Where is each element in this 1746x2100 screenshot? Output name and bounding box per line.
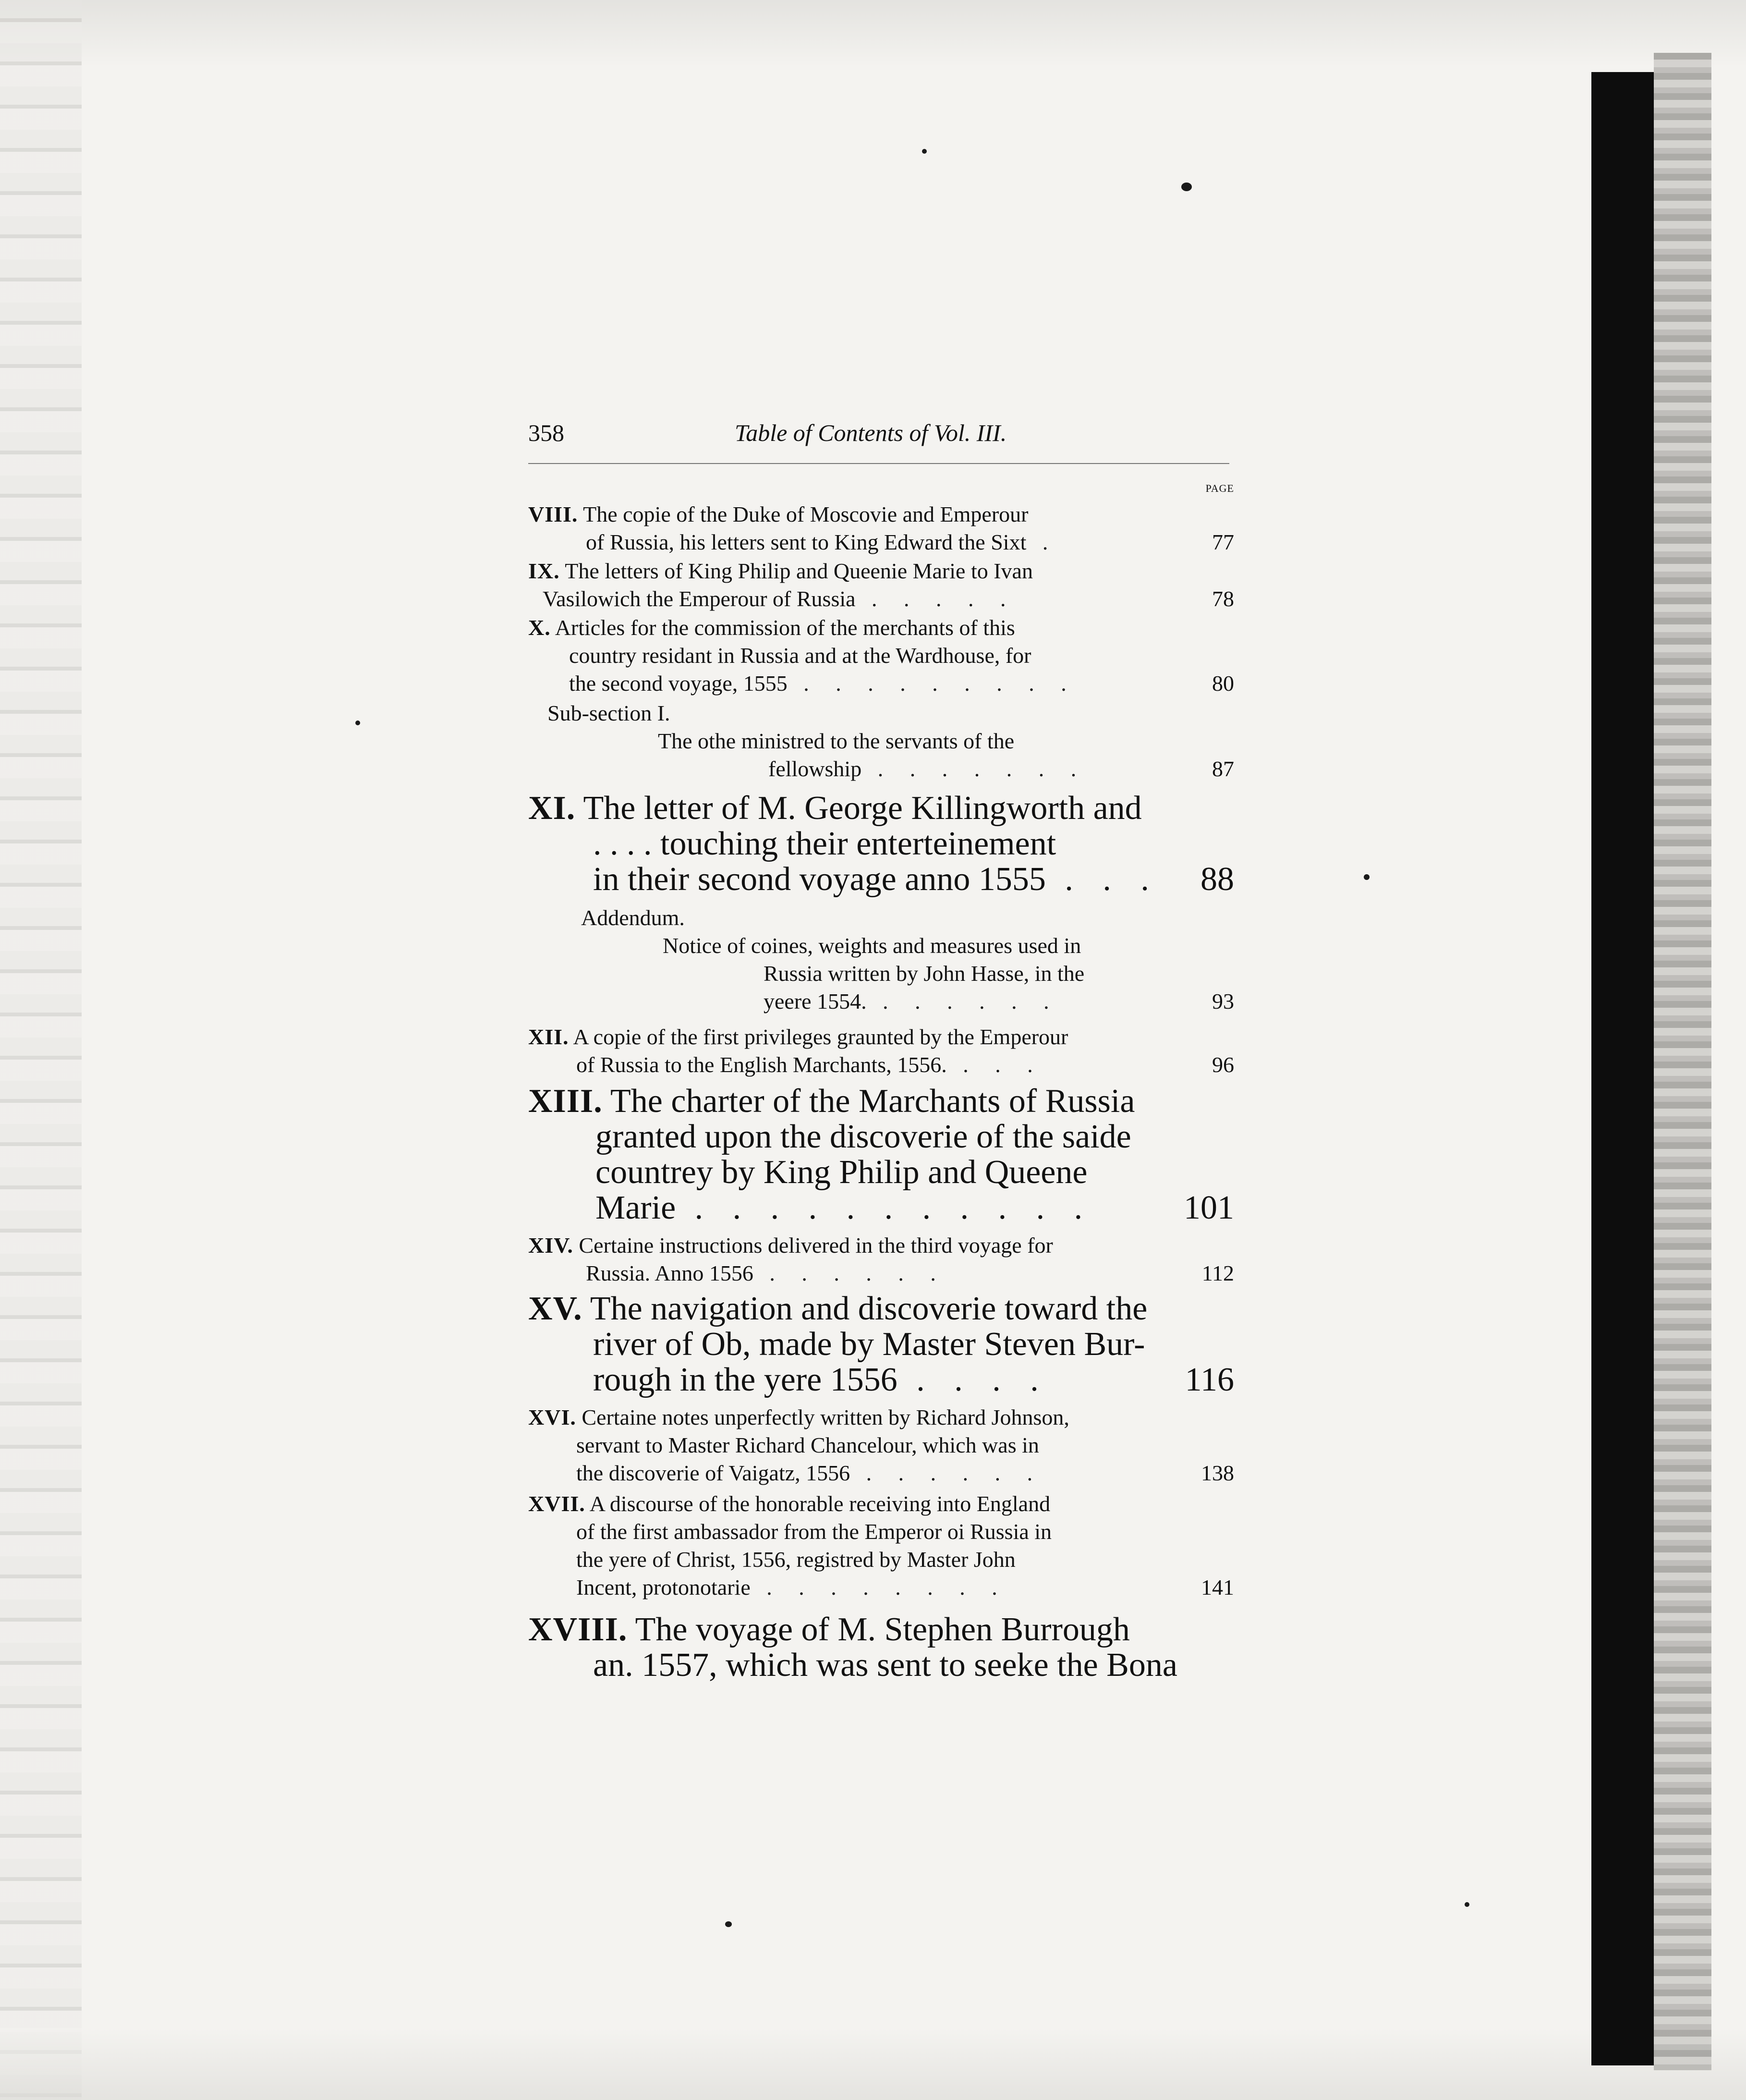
toc-entry-xii: XII. A copie of the first privileges graunted by the Emperour of Russia to the English Marchants, 1556. . . . 96	[528, 1025, 1234, 1077]
toc-entry-xvii: XVII. A discourse of the honorable receiving into England of the first ambassador from the Emperor oi Russia in the yere of Christ, 1556, registred by Master John Incent, protonotarie . . . . . . . . 141	[528, 1491, 1234, 1599]
entry-line: of Russia, his letters sent to King Edward the Sixt	[586, 530, 1027, 554]
toc-entry-xi: XI. The letter of M. George Killingworth and . . . . touching their enterteinement in their second voyage anno 1555 . . . 88	[528, 790, 1234, 898]
entry-numeral: IX.	[528, 559, 560, 583]
addendum-heading: Addendum.	[581, 905, 685, 930]
scan-bottom-edge	[0, 2028, 1746, 2100]
entry-line: The charter of the Marchants of Russia	[610, 1083, 1135, 1120]
entry-numeral: XII.	[528, 1025, 569, 1049]
entry-numeral: VIII.	[528, 502, 578, 526]
binding-shadow-bar	[1591, 72, 1654, 2065]
scan-speck	[725, 1921, 732, 1927]
entry-line: fellowship	[768, 757, 862, 781]
entry-line: the discoverie of Vaigatz, 1556	[576, 1461, 850, 1485]
header-rule	[528, 463, 1229, 464]
scan-speck	[1465, 1902, 1469, 1907]
page-number: 358	[528, 419, 564, 446]
entry-line: Russia. Anno 1556	[586, 1261, 753, 1285]
entry-numeral: XVI.	[528, 1405, 576, 1429]
entry-line: granted upon the discoverie of the saide	[595, 1118, 1131, 1155]
entry-page: 141	[1201, 1575, 1234, 1599]
entry-line: The letter of M. George Killingworth and	[583, 790, 1142, 827]
toc-entry-xiv: XIV. Certaine instructions delivered in the third voyage for Russia. Anno 1556 . . . . . . 112	[528, 1233, 1234, 1285]
entry-line: country residant in Russia and at the Wardhouse, for	[569, 643, 1031, 668]
entry-numeral: XVIII.	[528, 1611, 628, 1648]
entry-line: The navigation and discoverie toward the	[590, 1290, 1148, 1327]
entry-line: A copie of the first privileges graunted by the Emperour	[573, 1025, 1068, 1049]
page-column-label: PAGE	[1205, 482, 1234, 494]
entry-line: Incent, protonotarie	[576, 1575, 751, 1599]
scan-speck	[922, 149, 927, 154]
entry-page: 112	[1201, 1261, 1234, 1285]
entry-line: The voyage of M. Stephen Burrough	[635, 1611, 1130, 1648]
entry-numeral: XIII.	[528, 1083, 603, 1120]
toc-entry-xviii	[528, 1613, 1234, 1684]
entry-numeral: XIV.	[528, 1233, 573, 1258]
binding-fringe	[1654, 53, 1711, 2070]
toc-addendum: Addendum. Notice of coines, weights and measures used in Russia written by John Hasse, in the yeere 1554. . . . . . . 93	[581, 905, 1234, 1013]
entry-page: 101	[1184, 1189, 1234, 1226]
scan-speck	[355, 720, 360, 725]
entry-line: river of Ob, made by Master Steven Bur-	[593, 1326, 1145, 1363]
entry-line: Articles for the commission of the merchants of this	[555, 615, 1015, 640]
scan-top-edge	[0, 0, 1746, 67]
entry-line: Marie	[595, 1189, 676, 1226]
scan-speck	[1364, 874, 1370, 880]
toc-entry-ix: IX. The letters of King Philip and Queenie Marie to Ivan Vasilowich the Emperour of Russia . . . . . 78	[528, 559, 1234, 611]
subsection-heading: Sub-section I.	[547, 701, 670, 725]
toc-subsection-i: Sub-section I. The othe ministred to the servants of the fellowship . . . . . . . 87	[547, 701, 1234, 781]
entry-line: in their second voyage anno 1555	[593, 861, 1046, 898]
entry-page: 87	[1212, 757, 1234, 781]
entry-page: 78	[1212, 586, 1234, 611]
entry-line: The othe ministred to the servants of the	[658, 729, 1015, 753]
entry-line: The copie of the Duke of Moscovie and Emperour	[583, 502, 1029, 526]
entry-page: 93	[1212, 989, 1234, 1013]
entry-line: The letters of King Philip and Queenie Marie to Ivan	[565, 559, 1033, 583]
entry-numeral: XVII.	[528, 1491, 585, 1516]
entry-page: 138	[1201, 1461, 1234, 1485]
running-title: Table of Contents of Vol. III.	[735, 419, 1007, 446]
entry-line: Vasilowich the Emperour of Russia	[543, 586, 856, 611]
entry-line: the yere of Christ, 1556, registred by Master John	[576, 1547, 1016, 1572]
running-header	[528, 419, 1229, 457]
toc-entry-xvi: XVI. Certaine notes unperfectly written by Richard Johnson, servant to Master Richard Chancelour, which was in the discoverie of Vaigatz, 1556 . . . . . . 138	[528, 1405, 1234, 1485]
entry-line: Certaine notes unperfectly written by Richard Johnson,	[582, 1405, 1069, 1429]
entry-line: rough in the yere 1556	[593, 1361, 897, 1398]
entry-line: yeere 1554.	[764, 989, 867, 1013]
entry-line: Certaine instructions delivered in the third voyage for	[579, 1233, 1053, 1258]
entry-numeral: X.	[528, 615, 551, 640]
entry-line: an. 1557, which was sent to seeke the Bona	[593, 1647, 1177, 1684]
entry-page: 80	[1212, 671, 1234, 696]
scan-speck	[1181, 183, 1192, 191]
toc-entry-xv: XV. The navigation and discoverie toward the river of Ob, made by Master Steven Bur- rough in the yere 1556 . . . . 116	[528, 1290, 1234, 1398]
toc-entry-xiii: XIII. The charter of the Marchants of Russia granted upon the discoverie of the saide countrey by King Philip and Queene Marie . . . . . . . . . . . 101	[528, 1083, 1234, 1226]
entry-numeral: XV.	[528, 1290, 582, 1327]
entry-page: 88	[1200, 861, 1234, 898]
entry-line: . . . . touching their enterteinement	[593, 825, 1056, 862]
entry-page: 96	[1212, 1052, 1234, 1077]
entry-page: 116	[1185, 1361, 1234, 1398]
entry-line: the second voyage, 1555	[569, 671, 788, 696]
entry-line: countrey by King Philip and Queene	[595, 1154, 1088, 1191]
entry-line: servant to Master Richard Chancelour, which was in	[576, 1433, 1039, 1457]
entry-page: 77	[1212, 530, 1234, 554]
entry-line: Notice of coines, weights and measures used in	[663, 933, 1081, 958]
entry-numeral: XI.	[528, 790, 576, 827]
entry-line: Russia written by John Hasse, in the	[764, 961, 1085, 986]
entry-line: of the first ambassador from the Emperor oi Russia in	[576, 1519, 1052, 1544]
toc-entry-viii: VIII. The copie of the Duke of Moscovie and Emperour of Russia, his letters sent to King Edward the Sixt . 77	[528, 502, 1234, 554]
scan-left-edge	[0, 0, 82, 2100]
toc-entry-x: X. Articles for the commission of the merchants of this country residant in Russia and at the Wardhouse, for the second voyage, 1555 . . . . . . . . . 80	[528, 615, 1234, 696]
entry-line: A discourse of the honorable receiving into England	[589, 1491, 1051, 1516]
entry-line: of Russia to the English Marchants, 1556.	[576, 1052, 947, 1077]
